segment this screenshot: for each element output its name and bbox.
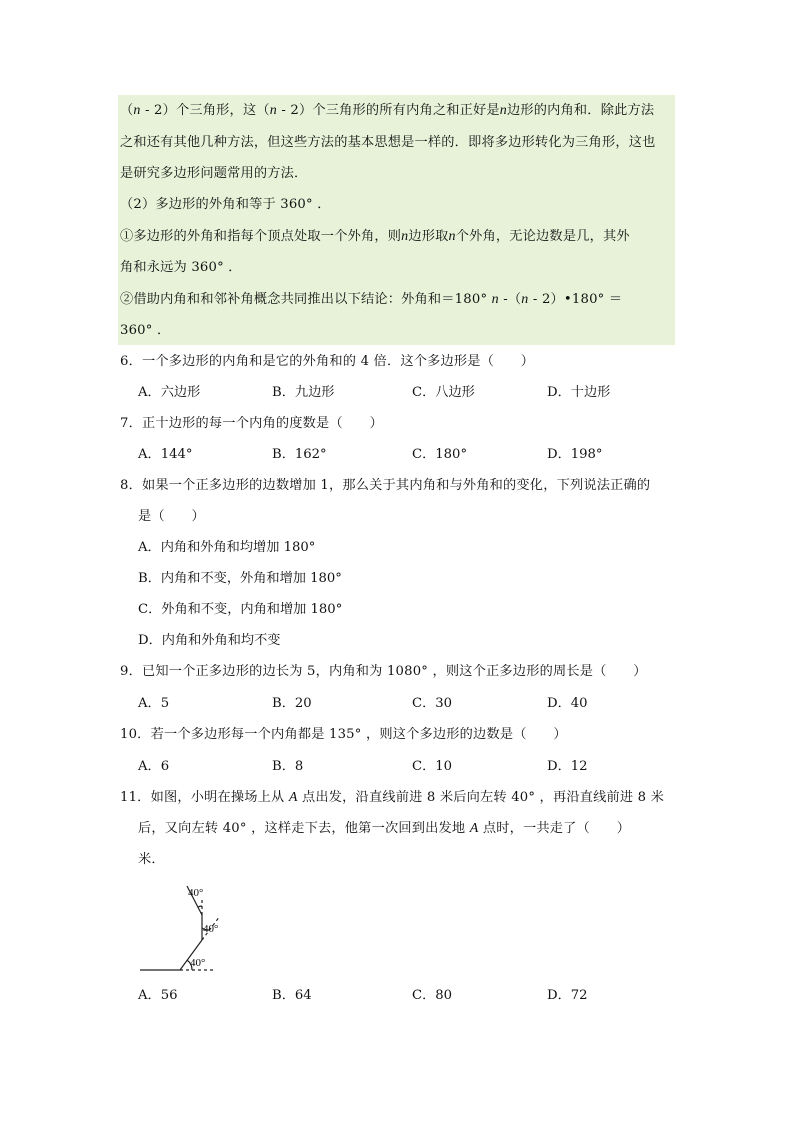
question-6-stem: 6．一个多边形的内角和是它的外角和的 4 倍．这个多边形是（ ） xyxy=(120,354,535,369)
note-line-8: 360° ． xyxy=(120,323,171,338)
question-9-option-d: D．40 xyxy=(547,696,588,711)
question-11-stem-continued: 后，又向左转 40° ，这样走下去，他第一次回到出发地 A 点时，一共走了（ ） xyxy=(138,821,631,836)
note-line-3: 是研究多边形问题常用的方法． xyxy=(120,166,308,181)
question-10-option-c: C．10 xyxy=(412,759,453,774)
question-10-option-d: D．12 xyxy=(547,759,588,774)
question-6-option-d: D．十边形 xyxy=(547,385,611,400)
question-8-option-c: C．外角和不变，内角和增加 180° xyxy=(138,602,343,617)
question-8-option-d: D．内角和外角和均不变 xyxy=(138,633,281,648)
question-9-option-b: B．20 xyxy=(272,696,312,711)
note-line-2: 之和还有其他几种方法，但这些方法的基本思想是一样的．即将多边形转化为三角形，这也 xyxy=(120,135,656,150)
question-11-stem-end: 米． xyxy=(138,852,165,867)
question-8-stem: 8．如果一个正多边形的边数增加 1，那么关于其内角和与外角和的变化，下列说法正确的 xyxy=(120,478,651,493)
question-11-option-b: B．64 xyxy=(272,988,312,1003)
question-10-stem: 10．若一个多边形每一个内角都是 135° ，则这个多边形的边数是（ ） xyxy=(120,727,567,742)
note-line-5: ①多边形的外角和指每个顶点处取一个外角，则n边形取n个外角，无论边数是几，其外 xyxy=(120,229,630,244)
question-11-option-c: C．80 xyxy=(412,988,453,1003)
question-10-option-b: B．8 xyxy=(272,759,304,774)
question-6-option-b: B．九边形 xyxy=(272,385,335,400)
note-line-1: （n - 2）个三角形，这（n - 2）个三角形的所有内角之和正好是n边形的内角和．除此方法 xyxy=(120,103,655,118)
angle-label-bottom: 40° xyxy=(190,957,206,969)
question-7-option-c: C．180° xyxy=(412,447,468,462)
question-9-stem: 9．已知一个正多边形的边长为 5，内角和为 1080° ，则这个正多边形的周长是（ ） xyxy=(120,664,647,679)
angle-label-top: 40° xyxy=(188,887,204,899)
turning-path-figure xyxy=(130,878,240,978)
question-8-option-a: A．内角和外角和均增加 180° xyxy=(138,540,316,555)
question-10-option-a: A．6 xyxy=(138,759,170,774)
question-9-option-c: C．30 xyxy=(412,696,453,711)
question-7-stem: 7．正十边形的每一个内角的度数是（ ） xyxy=(120,416,383,431)
question-7-option-b: B．162° xyxy=(272,447,327,462)
angle-label-middle: 40° xyxy=(203,923,219,935)
note-line-7: ②借助内角和和邻补角概念共同推出以下结论：外角和＝180° n -（n - 2）•180° ＝ xyxy=(120,292,623,307)
question-6-option-c: C．八边形 xyxy=(412,385,475,400)
note-line-4: （2）多边形的外角和等于 360° ． xyxy=(120,197,331,212)
question-9-option-a: A．5 xyxy=(138,696,170,711)
question-7-option-d: D．198° xyxy=(547,447,603,462)
question-11-option-a: A．56 xyxy=(138,988,178,1003)
question-11-option-d: D．72 xyxy=(547,988,588,1003)
question-6-option-a: A．六边形 xyxy=(138,385,201,400)
question-8-stem-continued: 是（ ） xyxy=(138,509,205,524)
angle-arc-3 xyxy=(198,906,202,907)
question-11-stem: 11．如图，小明在操场上从 A 点出发，沿直线前进 8 米后向左转 40° ，再沿直线前进 8 米 xyxy=(120,790,665,805)
question-8-option-b: B．内角和不变，外角和增加 180° xyxy=(138,571,342,586)
question-7-option-a: A．144° xyxy=(138,447,193,462)
note-line-6: 角和永远为 360° ． xyxy=(120,260,242,275)
